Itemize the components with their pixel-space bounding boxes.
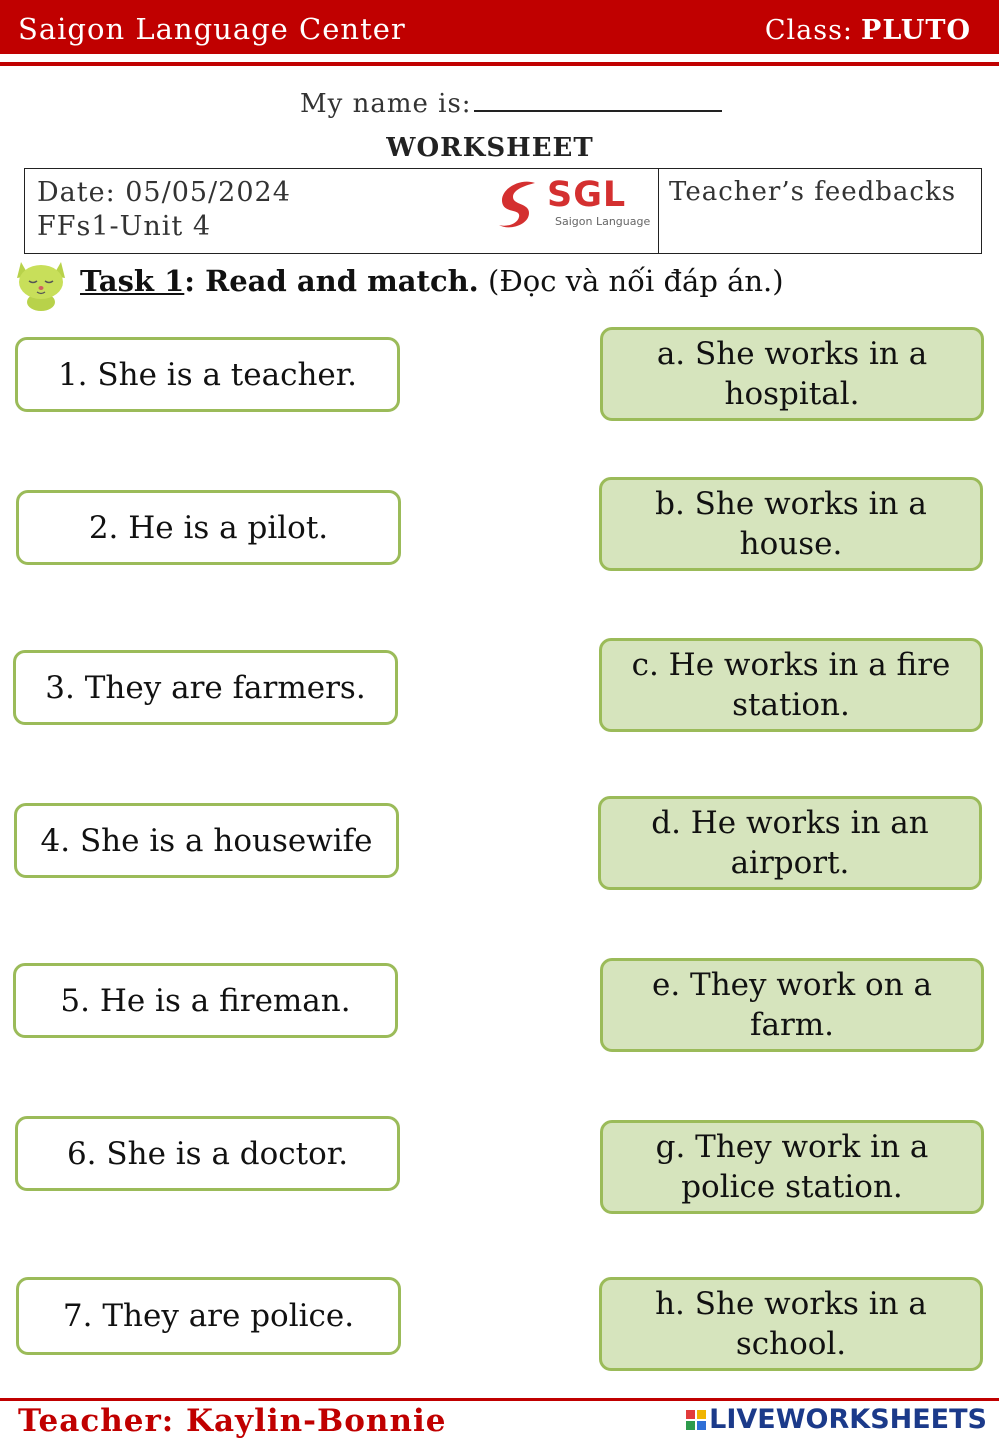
liveworksheets-squares-icon: [686, 1410, 706, 1430]
right-item-c[interactable]: c. He works in a fire station.: [599, 638, 983, 732]
task-colon: :: [184, 264, 206, 298]
logo-subtext: Saigon Language: [555, 215, 651, 228]
teacher-name: Teacher: Kaylin-Bonnie: [18, 1403, 447, 1439]
school-name: Saigon Language Center: [18, 12, 406, 46]
left-item-3[interactable]: 3. They are farmers.: [13, 650, 398, 725]
top-divider: [0, 62, 999, 66]
right-item-g[interactable]: g. They work in a police station.: [600, 1120, 984, 1214]
left-item-5[interactable]: 5. He is a fireman.: [13, 963, 398, 1038]
right-item-a[interactable]: a. She works in a hospital.: [600, 327, 984, 421]
liveworksheets-logo: [686, 1404, 987, 1435]
table-divider: [658, 169, 659, 253]
right-item-b[interactable]: b. She works in a house.: [599, 477, 983, 571]
worksheet-title: WORKSHEET: [386, 133, 594, 163]
right-item-d[interactable]: d. He works in an airport.: [598, 796, 982, 890]
right-item-h[interactable]: h. She works in a school.: [599, 1277, 983, 1371]
sgl-swoosh-icon: [491, 173, 547, 231]
bottom-divider: [0, 1398, 999, 1401]
name-line: [300, 86, 722, 119]
task-vietnamese: (Đọc và nối đáp án.): [478, 264, 784, 298]
info-table: [24, 168, 982, 254]
feedback-label: Teacher’s feedbacks: [669, 177, 957, 207]
left-item-1[interactable]: 1. She is a teacher.: [15, 337, 400, 412]
task-label: Task 1: [80, 264, 185, 298]
liveworksheets-text: LIVEWORKSHEETS: [709, 1404, 987, 1435]
name-prompt: My name is:: [300, 89, 472, 119]
left-item-2[interactable]: 2. He is a pilot.: [16, 490, 401, 565]
date-text: Date: 05/05/2024: [37, 177, 291, 208]
left-item-6[interactable]: 6. She is a doctor.: [15, 1116, 400, 1191]
unit-text: FFs1-Unit 4: [37, 211, 212, 242]
class-value: PLUTO: [861, 15, 971, 46]
cat-icon: [12, 254, 70, 312]
class-info: [765, 15, 971, 46]
task-instruction: Read and match.: [205, 264, 479, 298]
right-item-e[interactable]: e. They work on a farm.: [600, 958, 984, 1052]
top-banner: [0, 0, 999, 54]
class-label: Class:: [764, 15, 854, 46]
name-blank[interactable]: [474, 86, 722, 112]
logo-text: SGL: [547, 175, 627, 215]
left-item-7[interactable]: 7. They are police.: [16, 1277, 401, 1355]
sgl-logo: [491, 173, 651, 231]
left-item-4[interactable]: 4. She is a housewife: [14, 803, 399, 878]
task-heading: [80, 264, 784, 298]
